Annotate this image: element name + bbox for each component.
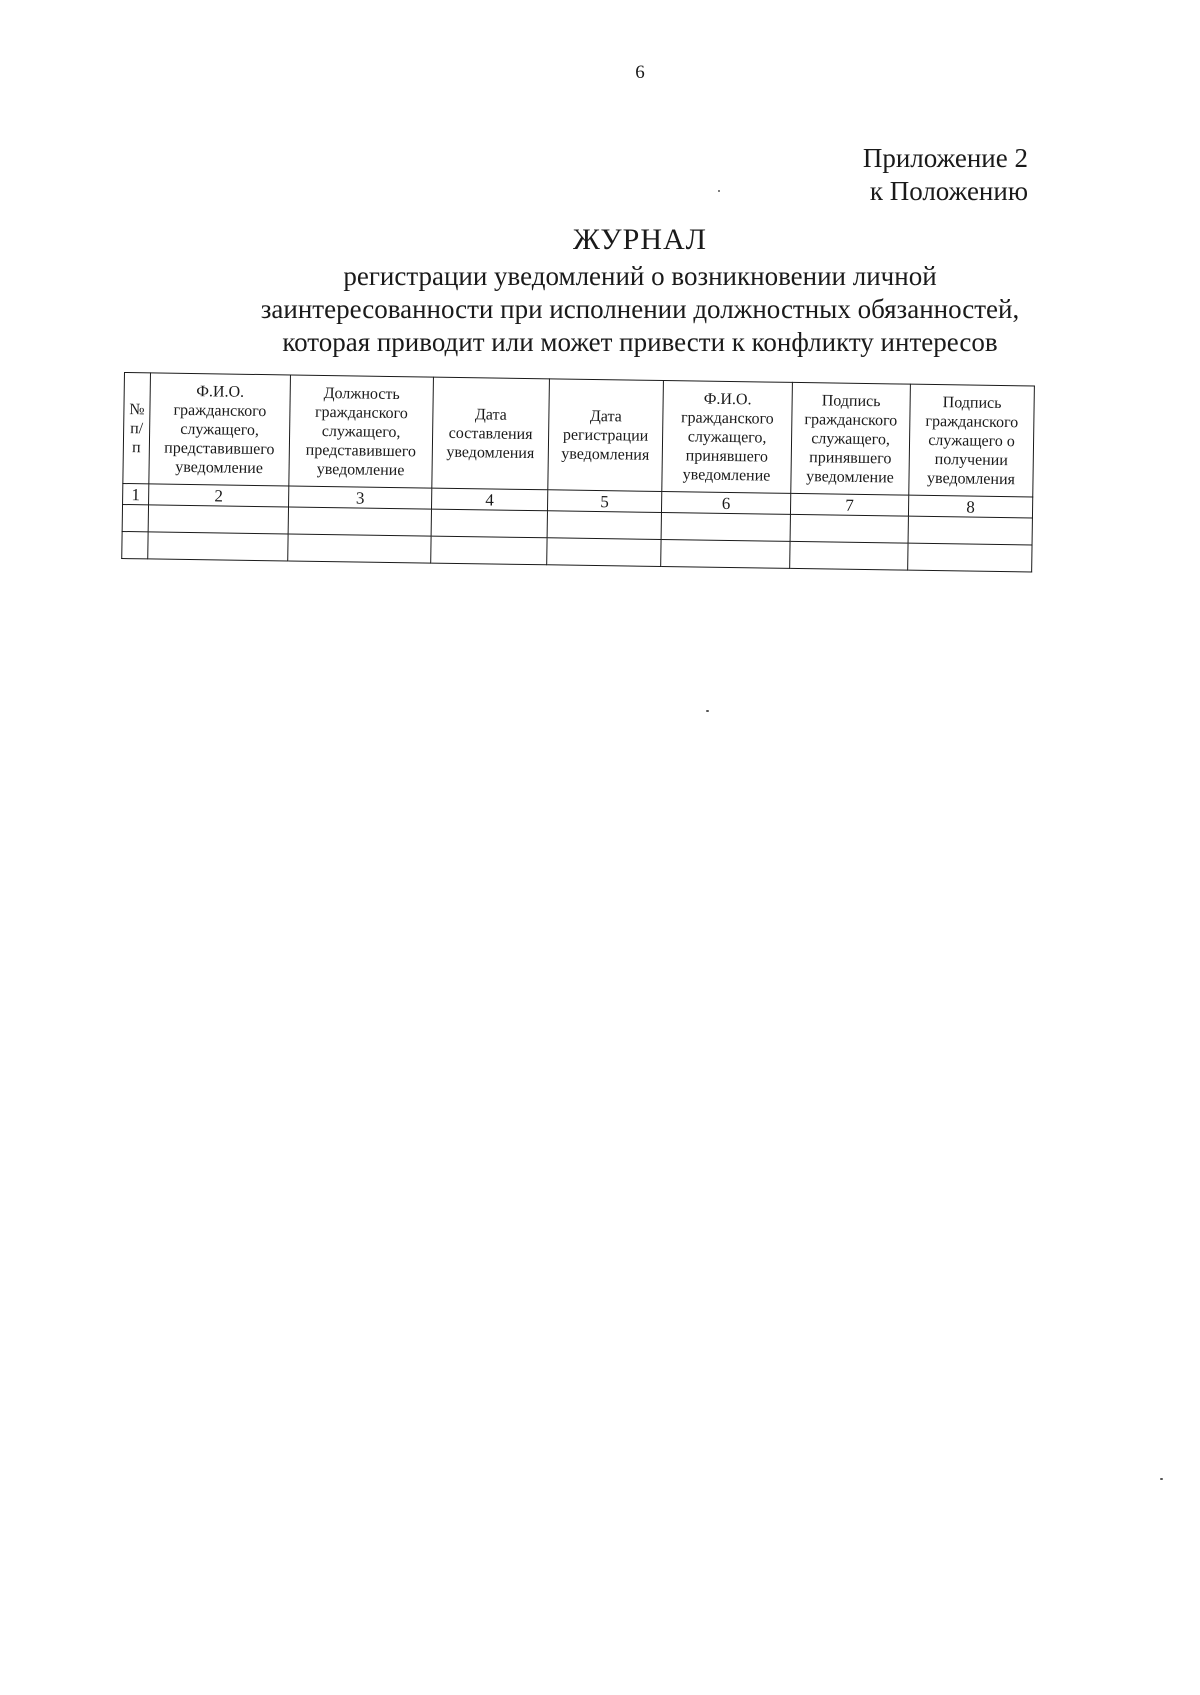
appendix-line-1: Приложение 2 [862,143,1028,173]
empty-cell [431,536,547,565]
subtitle-line-3: которая приводит или может привести к конфликту интересов [282,327,998,357]
column-number: 3 [289,486,432,509]
empty-cell [547,538,661,567]
scan-speck [706,710,709,712]
header-submitter-position: Должность гражданского служащего, представившего уведомление [289,375,434,488]
empty-cell [547,511,661,540]
subtitle-line-2: заинтересованности при исполнении должностных обязанностей, [260,294,1020,324]
header-number: № п/п [123,373,151,484]
empty-cell [790,541,908,570]
empty-cell [431,509,547,538]
column-number: 1 [123,483,149,504]
appendix-line-2: к Положению [869,176,1028,206]
scan-speck [1160,1478,1163,1480]
header-receiver-signature: Подпись гражданского служащего, принявшего уведомление [791,382,911,495]
subtitle-line-1: регистрации уведомлений о возникновении личной [343,261,937,291]
document-subtitle [180,260,1100,359]
column-number: 2 [149,484,289,507]
empty-cell [148,532,288,561]
title-block [180,222,1100,359]
empty-cell [661,512,790,541]
empty-cell [122,504,148,531]
column-number: 8 [908,495,1032,518]
page-number: 6 [635,62,645,83]
header-receiver-name: Ф.И.О. гражданского служащего, принявшего уведомление [662,381,793,494]
column-number: 5 [547,490,661,513]
header-receipt-signature: Подпись гражданского служащего о получении уведомления [909,384,1035,497]
header-creation-date: Дата составления уведомления [432,377,550,490]
empty-cell [908,543,1032,572]
empty-cell [790,514,908,543]
header-registration-date: Дата регистрации уведомления [548,379,664,492]
empty-cell [148,505,288,534]
empty-cell [661,539,790,568]
scan-speck [718,190,720,192]
column-number: 6 [661,491,790,514]
empty-cell [288,507,431,536]
column-number: 7 [790,493,908,516]
empty-cell [122,531,148,558]
document-title: ЖУРНАЛ [572,223,708,256]
header-row [123,373,1035,497]
header-submitter-name: Ф.И.О. гражданского служащего, представившего уведомление [149,373,291,486]
empty-cell [908,516,1032,545]
appendix-reference [863,142,1028,208]
column-number: 4 [432,488,548,511]
registration-journal-table [121,372,1035,572]
empty-cell [288,534,431,563]
